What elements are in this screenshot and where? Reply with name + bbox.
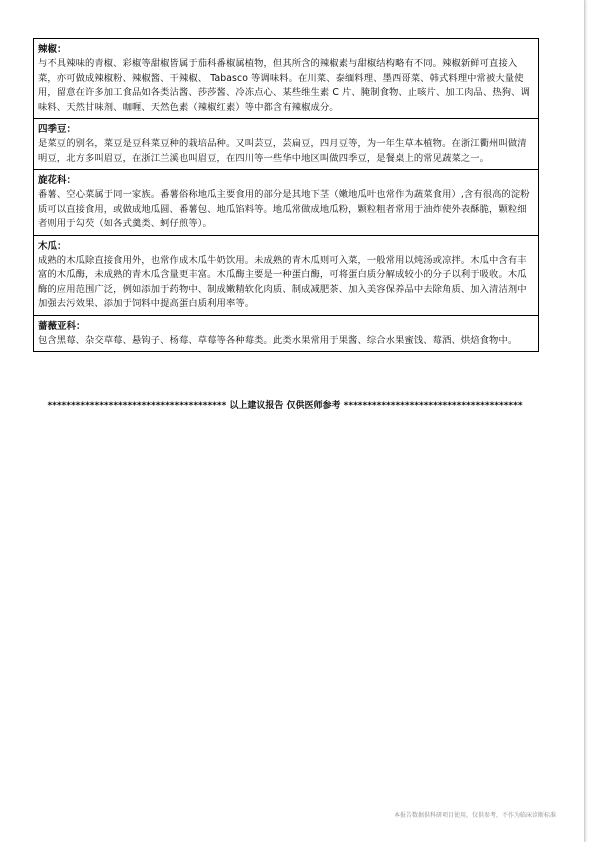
report-end-line: ************************************** 以上建议报告 仅供医师参考 ************************************** <box>47 401 523 411</box>
food-info-table <box>33 38 539 352</box>
section-title: 四季豆： <box>38 124 77 135</box>
section-title: 旋花科： <box>38 175 77 186</box>
section-title: 蔷薇亚科： <box>38 320 86 332</box>
section-chili <box>34 39 538 119</box>
section-papaya <box>34 236 538 316</box>
section-body: 番薯、空心菜属于同一家族。番薯俗称地瓜主要食用的部分是其地下茎（嫩地瓜叶也常作为蔬菜食用）,含有很高的淀粉质可以直接食用，或做成地瓜圆、番薯包、地瓜馅料等。地瓜常做成地瓜粉，颗粒粗者常用于油炸使外表酥脆，颗粒细者则用于勾芡（如各式羹类、蚵仔煎等）。 <box>38 189 530 229</box>
section-body: 与不具辣味的青椒、彩椒等甜椒皆属于茄科番椒属植物，但其所含的辣椒素与甜椒结构略有不同。辣椒新鲜可直接入菜，亦可做成辣椒粉、辣椒酱、干辣椒、 Tabasco 等调味料。在川菜、泰缅料理、墨西哥菜、韩式料理中常被大量使用，留意在许多加工食品如各类沾酱、莎莎酱、冷冻点心、某些维生素 C 片、腌制食物、止咳片、加工肉品、热狗、调味料、天然甘味剂、咖喱、天然色素（辣椒红素）等中都含有辣椒成分。 <box>38 58 530 113</box>
disclaimer-footnote: 本报告数据供科研项目使用，仅供参考，不作为临床诊断标准 <box>393 812 556 819</box>
section-green-bean <box>34 119 538 170</box>
section-rosoideae <box>34 316 538 353</box>
section-body: 是菜豆的别名，菜豆是豆科菜豆种的栽培品种。又叫芸豆，芸扁豆，四月豆等，为一年生草本植物。在浙江衢州叫做清明豆，北方多叫眉豆，在浙江兰溪也叫眉豆，在四川等一些华中地区叫做四季豆，是餐桌上的常见蔬菜之一。 <box>38 138 527 164</box>
section-title: 木瓜： <box>38 240 67 252</box>
section-body: 成熟的木瓜除直接食用外，也常作成木瓜牛奶饮用。未成熟的青木瓜则可入菜，一般常用以炖汤或凉拌。木瓜中含有丰富的木瓜酶，未成熟的青木瓜含量更丰富。木瓜酶主要是一种蛋白酶，可将蛋白质分解成较小的分子以利于吸收。木瓜酶的应用范围广泛，例如添加于药物中、制成嫩精软化肉质、制成减肥茶、加入美容保养品中去除角质、加入清洁剂中加强去污效果、添加于饲料中提高蛋白质利用率等。 <box>38 254 527 309</box>
section-convolvulaceae <box>34 170 538 236</box>
section-title: 辣椒： <box>38 44 67 55</box>
section-body: 包含黑莓、杂交草莓、悬钩子、杨莓、草莓等各种莓类。此类水果常用于果酱、综合水果蜜饯、莓酒、烘焙食物中。 <box>38 334 518 346</box>
